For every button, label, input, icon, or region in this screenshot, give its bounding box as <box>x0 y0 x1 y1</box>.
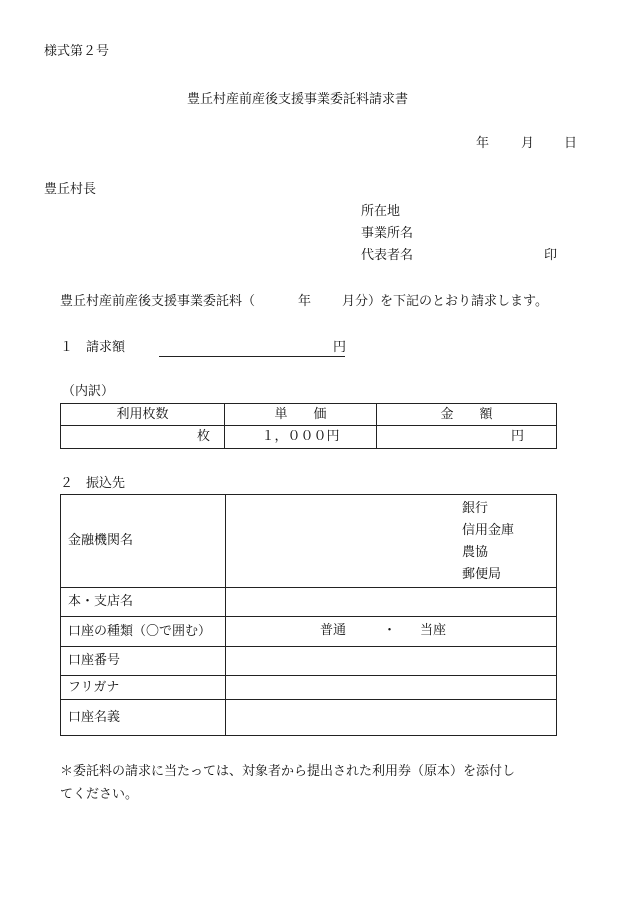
institution-options <box>462 498 514 586</box>
branch-field[interactable] <box>226 588 557 617</box>
account-type-ordinary[interactable]: 普通 <box>320 623 347 638</box>
section2-label: 振込先 <box>86 476 126 491</box>
seal-mark: 印 <box>544 248 558 263</box>
account-type-label: 口座の種類（〇で囲む） <box>61 617 226 647</box>
branch-label: 本・支店名 <box>61 588 226 617</box>
date-year-label: 年 <box>476 136 490 151</box>
section2-number: ２ <box>60 476 74 491</box>
account-type-field[interactable] <box>226 617 557 647</box>
office-name-label: 事業所名 <box>361 226 414 241</box>
institution-label: 金融機関名 <box>61 495 226 588</box>
account-number-label: 口座番号 <box>61 647 226 676</box>
date-month-label: 月 <box>521 136 535 151</box>
furigana-field[interactable] <box>226 676 557 700</box>
form-number: 様式第２号 <box>44 44 110 59</box>
institution-field[interactable] <box>226 495 557 588</box>
request-amount-field[interactable] <box>159 340 345 357</box>
furigana-label: フリガナ <box>61 676 226 700</box>
addressee: 豊丘村長 <box>44 182 97 197</box>
option-post-office: 郵便局 <box>462 567 502 582</box>
document-title: 豊丘村産前産後支援事業委託料請求書 <box>187 92 409 107</box>
header-amount: 金 額 <box>377 404 557 426</box>
bank-transfer-table <box>60 494 557 736</box>
breakdown-table <box>60 403 557 449</box>
section1-label: 請求額 <box>86 340 126 355</box>
option-credit-union: 信用金庫 <box>462 523 515 538</box>
account-holder-label: 口座名義 <box>61 700 226 736</box>
header-usage-count: 利用枚数 <box>61 404 225 426</box>
request-month: 月分） <box>342 294 382 309</box>
count-unit: 枚 <box>196 429 210 444</box>
breakdown-caption: （内訳） <box>62 384 115 399</box>
section1-number: １ <box>60 340 74 355</box>
request-year: 年 <box>298 294 312 309</box>
amount-cell[interactable] <box>377 426 557 449</box>
note-line-1: ＊委託料の請求に当たっては、対象者から提出された利用券（原本）を添付し <box>60 764 516 779</box>
address-label: 所在地 <box>361 204 401 219</box>
unit-price-cell: １，０００円 <box>225 426 377 449</box>
header-unit-price: 単 価 <box>225 404 377 426</box>
account-type-current[interactable]: 当座 <box>420 623 447 638</box>
option-bank: 銀行 <box>462 501 489 516</box>
account-holder-field[interactable] <box>226 700 557 736</box>
amount-unit: 円 <box>510 429 524 444</box>
request-prefix: 豊丘村産前産後支援事業委託料（ <box>60 294 256 309</box>
request-amount-unit: 円 <box>333 340 347 355</box>
request-suffix: を下記のとおり請求します。 <box>380 294 548 309</box>
representative-label: 代表者名 <box>361 248 414 263</box>
option-agricultural-coop: 農協 <box>462 545 489 560</box>
account-number-field[interactable] <box>226 647 557 676</box>
note-line-2: てください。 <box>60 787 139 802</box>
account-type-separator: ・ <box>383 623 397 638</box>
usage-count-cell[interactable] <box>61 426 225 449</box>
date-day-label: 日 <box>564 136 578 151</box>
